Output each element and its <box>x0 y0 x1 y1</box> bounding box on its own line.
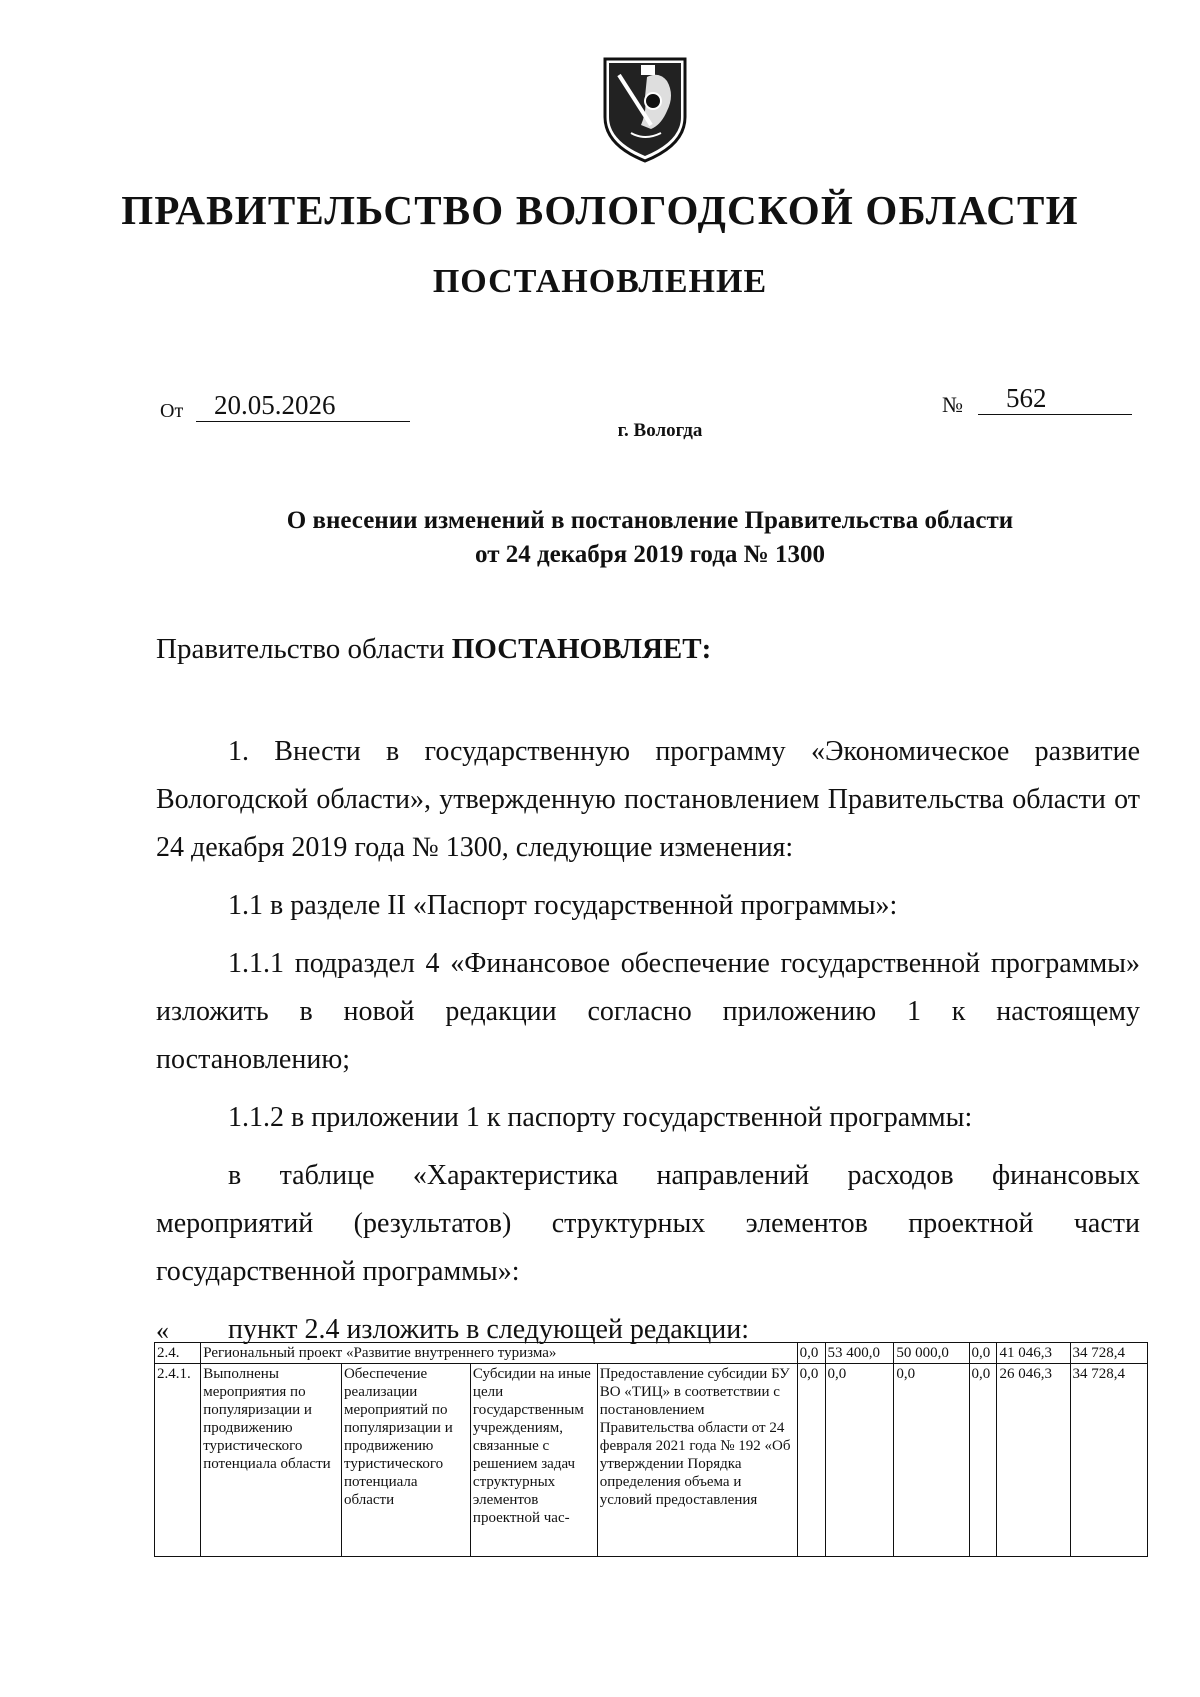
date-label: От <box>160 400 184 422</box>
description-cell: Предоставление субсидии БУ ВО «ТИЦ» в соответствии с постановлением Правительства области от 24 февраля 2021 года № 192 «Об утверждении Порядка определения объема и условий предоставления <box>597 1364 797 1557</box>
paragraph-1-1: 1.1 в разделе II «Паспорт государственной программы»: <box>228 890 898 921</box>
event-cell: Обеспечение реализации мероприятий по популяризации и продвижению туристического потенциала области <box>341 1364 470 1557</box>
value-cell: 34 728,4 <box>1070 1343 1147 1364</box>
paragraph-1-1-2: 1.1.2 в приложении 1 к паспорту государственной программы: <box>228 1102 973 1133</box>
financing-table <box>154 1342 1148 1557</box>
value-cell: 26 046,3 <box>997 1364 1070 1557</box>
paragraph-table-ref: в таблице «Характеристика направлений расходов финансовых мероприятий (результатов) структурных элементов проектной части государственной программы»: <box>156 1160 1140 1287</box>
document-type: ПОСТАНОВЛЕНИЕ <box>432 263 768 300</box>
document-number: 562 <box>1006 383 1047 413</box>
value-cell: 0,0 <box>797 1343 825 1364</box>
paragraph-2-4: пункт 2.4 изложить в следующей редакции: <box>228 1314 749 1345</box>
value-cell: 53 400,0 <box>825 1343 894 1364</box>
value-cell: 41 046,3 <box>997 1343 1070 1364</box>
subject-line-1: О внесении изменений в постановление Правительства области <box>286 507 1014 534</box>
number-underline <box>978 414 1132 415</box>
value-cell: 0,0 <box>825 1364 894 1557</box>
result-cell: Выполнены мероприятия по популяризации и продвижению туристического потенциала области <box>201 1364 342 1557</box>
preamble-resolves: ПОСТАНОВЛЯЕТ: <box>451 633 712 665</box>
paragraph-1-1-1: 1.1.1 подраздел 4 «Финансовое обеспечение государственной программы» изложить в новой редакции согласно приложению 1 к настоящему постановлению; <box>156 948 1140 1075</box>
preamble-text: Правительство области <box>156 633 445 665</box>
document-subject <box>0 504 1200 572</box>
row-number: 2.4. <box>155 1343 201 1364</box>
row-number: 2.4.1. <box>155 1364 201 1557</box>
paragraph-1: 1. Внести в государственную программу «Экономическое развитие Вологодской области», утвержденную постановлением Правительства области от 24 декабря 2019 года № 1300, следующие изменения: <box>156 736 1140 863</box>
government-title: ПРАВИТЕЛЬСТВО ВОЛОГОДСКОЙ ОБЛАСТИ <box>121 187 1079 233</box>
value-cell: 0,0 <box>969 1343 997 1364</box>
vologda-coat-of-arms-icon <box>601 55 689 165</box>
opening-quote: « <box>156 1316 169 1345</box>
table-row <box>155 1364 1148 1557</box>
document-body <box>156 728 1140 1354</box>
value-cell: 34 728,4 <box>1070 1364 1147 1557</box>
document-date: 20.05.2026 <box>214 390 336 420</box>
preamble <box>156 633 711 666</box>
city: г. Вологда <box>617 420 703 441</box>
table-row <box>155 1343 1148 1364</box>
value-cell: 0,0 <box>969 1364 997 1557</box>
value-cell: 50 000,0 <box>894 1343 969 1364</box>
expense-direction-cell: Субсидии на иные цели государственным учреждениям, связанные с решением задач структурных элементов проектной час- <box>470 1364 597 1557</box>
subject-line-2: от 24 декабря 2019 года № 1300 <box>475 541 825 568</box>
project-name: Региональный проект «Развитие внутреннего туризма» <box>201 1343 797 1364</box>
number-label: № <box>942 392 963 417</box>
value-cell: 0,0 <box>797 1364 825 1557</box>
value-cell: 0,0 <box>894 1364 969 1557</box>
